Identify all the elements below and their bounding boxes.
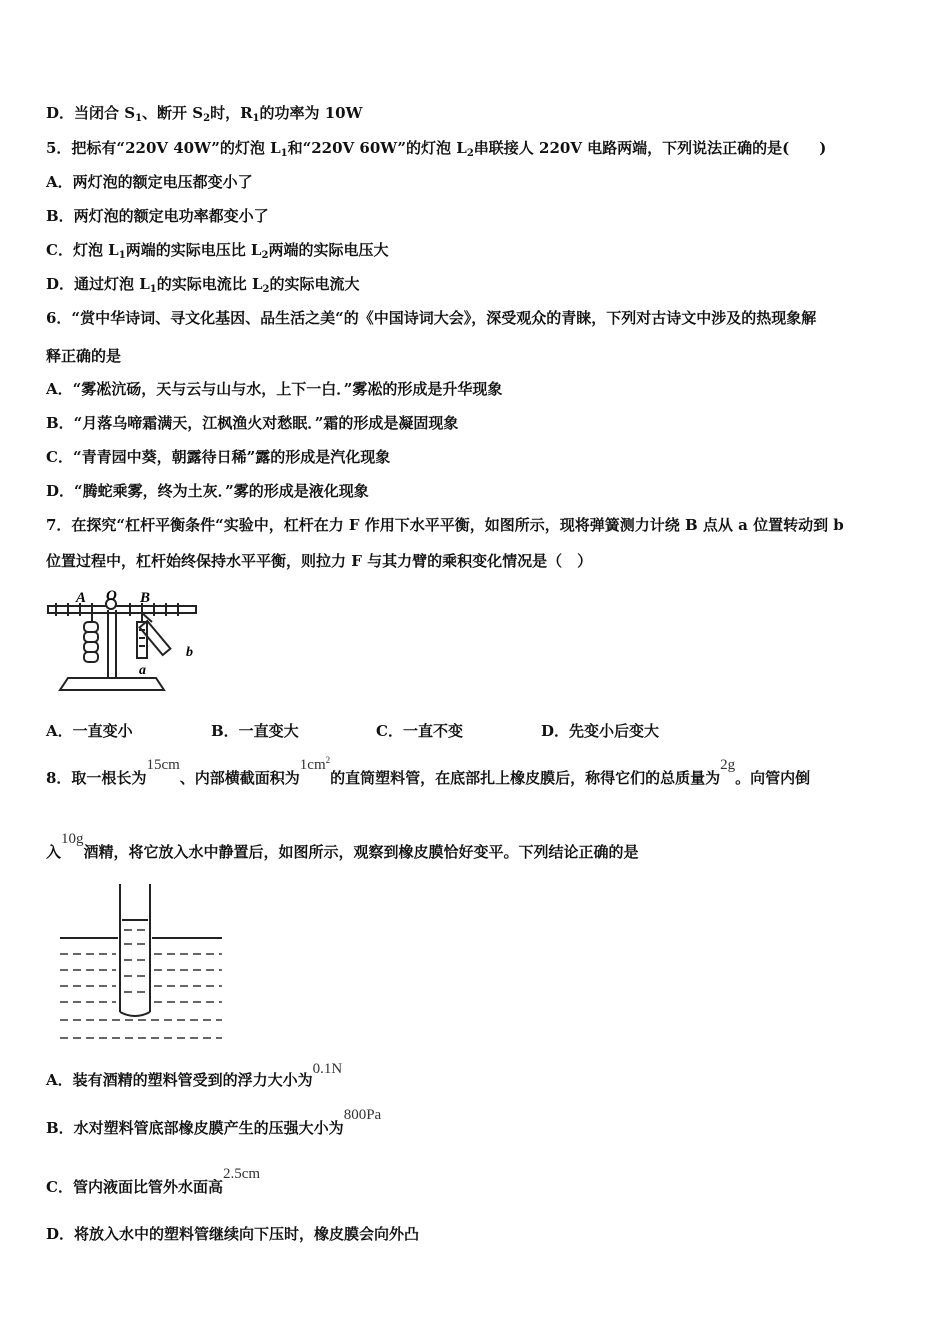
q8-area: $1cm^2$: [299, 755, 331, 773]
q8-option-d: D．将放入水中的塑料管继续向下压时，橡皮膜会向外凸: [46, 1225, 420, 1243]
tube-in-water-figure: [58, 882, 228, 1047]
q5-option-a: A．两灯泡的额定电压都变小了: [46, 173, 253, 191]
q7-stem-line2: 位置过程中，杠杆始终保持水平平衡，则拉力 F 与其力臂的乘积变化情况是（ ）: [46, 552, 593, 570]
q6-option-c: C．“青青园中葵，朝露待日稀”露的形成是汽化现象: [46, 448, 391, 466]
label-b-point: B: [140, 590, 151, 606]
q6-stem-line1: 6．“赏中华诗词、寻文化基因、品生活之美“的《中国诗词大会》，深受观众的青睐，下列对古诗文中涉及的热现象解: [46, 309, 817, 327]
q7-option-d: D．先变小后变大: [541, 722, 660, 740]
q7-option-b: B．一直变大: [211, 722, 299, 740]
q6-option-d: D．“腾蛇乘雾，终为土灰．”雾的形成是液化现象: [46, 482, 369, 500]
q8-stem-line1: 8．取一根长为15cm、内部横截面积为$1cm^2$的直筒塑料管，在底部扎上橡皮膜后，称得它们的总质量为2g。向管内倒: [46, 755, 811, 787]
q8-option-a: A．装有酒精的塑料管受到的浮力大小为0.1N: [46, 1061, 343, 1089]
label-o-point: O: [106, 588, 117, 604]
q6-option-a: A．“雾凇沆砀，天与云与山与水，上下一白．”雾凇的形成是升华现象: [46, 380, 503, 398]
q8-option-c: C．管内液面比管外水面高2.5cm: [46, 1166, 261, 1196]
q5-stem: 5．把标有“220V 40W”的灯泡 $L_1$和“220V 60W”的灯泡 $L_2$串联接人 220V 电路两端，下列说法正确的是( ): [46, 139, 827, 159]
q4-option-d: D．当闭合 $S_1$、断开 $S_2$时，$R_1$的功率为 10W: [46, 104, 363, 124]
q8-stem-line2: 入10g酒精，将它放入水中静置后，如图所示，观察到橡皮膜恰好变平。下列结论正确的是: [46, 831, 639, 861]
q7-option-a: A．一直变小: [46, 722, 133, 740]
q7-option-c: C．一直不变: [376, 722, 463, 740]
label-b-position: b: [186, 645, 193, 660]
q8-alcohol-mass: 10g: [61, 831, 84, 847]
q5-option-d: D．通过灯泡 $L_1$的实际电流比 $L_2$的实际电流大: [46, 275, 360, 295]
q8-option-b: B．水对塑料管底部橡皮膜产生的压强大小为800Pa: [46, 1107, 382, 1137]
q6-option-b: B．“月落乌啼霜满天，江枫渔火对愁眠．”霜的形成是凝固现象: [46, 414, 459, 432]
q6-stem-line2: 释正确的是: [46, 347, 122, 365]
label-a-point: A: [76, 590, 87, 606]
q8-length: 15cm: [146, 757, 180, 773]
label-a-position: a: [139, 663, 146, 678]
q5-option-c: C．灯泡 $L_1$两端的实际电压比 $L_2$两端的实际电压大: [46, 241, 389, 261]
lever-figure: [46, 586, 206, 696]
q7-options: [46, 720, 706, 741]
q5-option-b: B．两灯泡的额定电功率都变小了: [46, 207, 269, 225]
q8-mass: 2g: [720, 757, 736, 773]
q7-stem-line1: 7．在探究“杠杆平衡条件“实验中，杠杆在力 F 作用下水平平衡，如图所示，现将弹簧测力计绕 B 点从 a 位置转动到 b: [46, 516, 844, 534]
